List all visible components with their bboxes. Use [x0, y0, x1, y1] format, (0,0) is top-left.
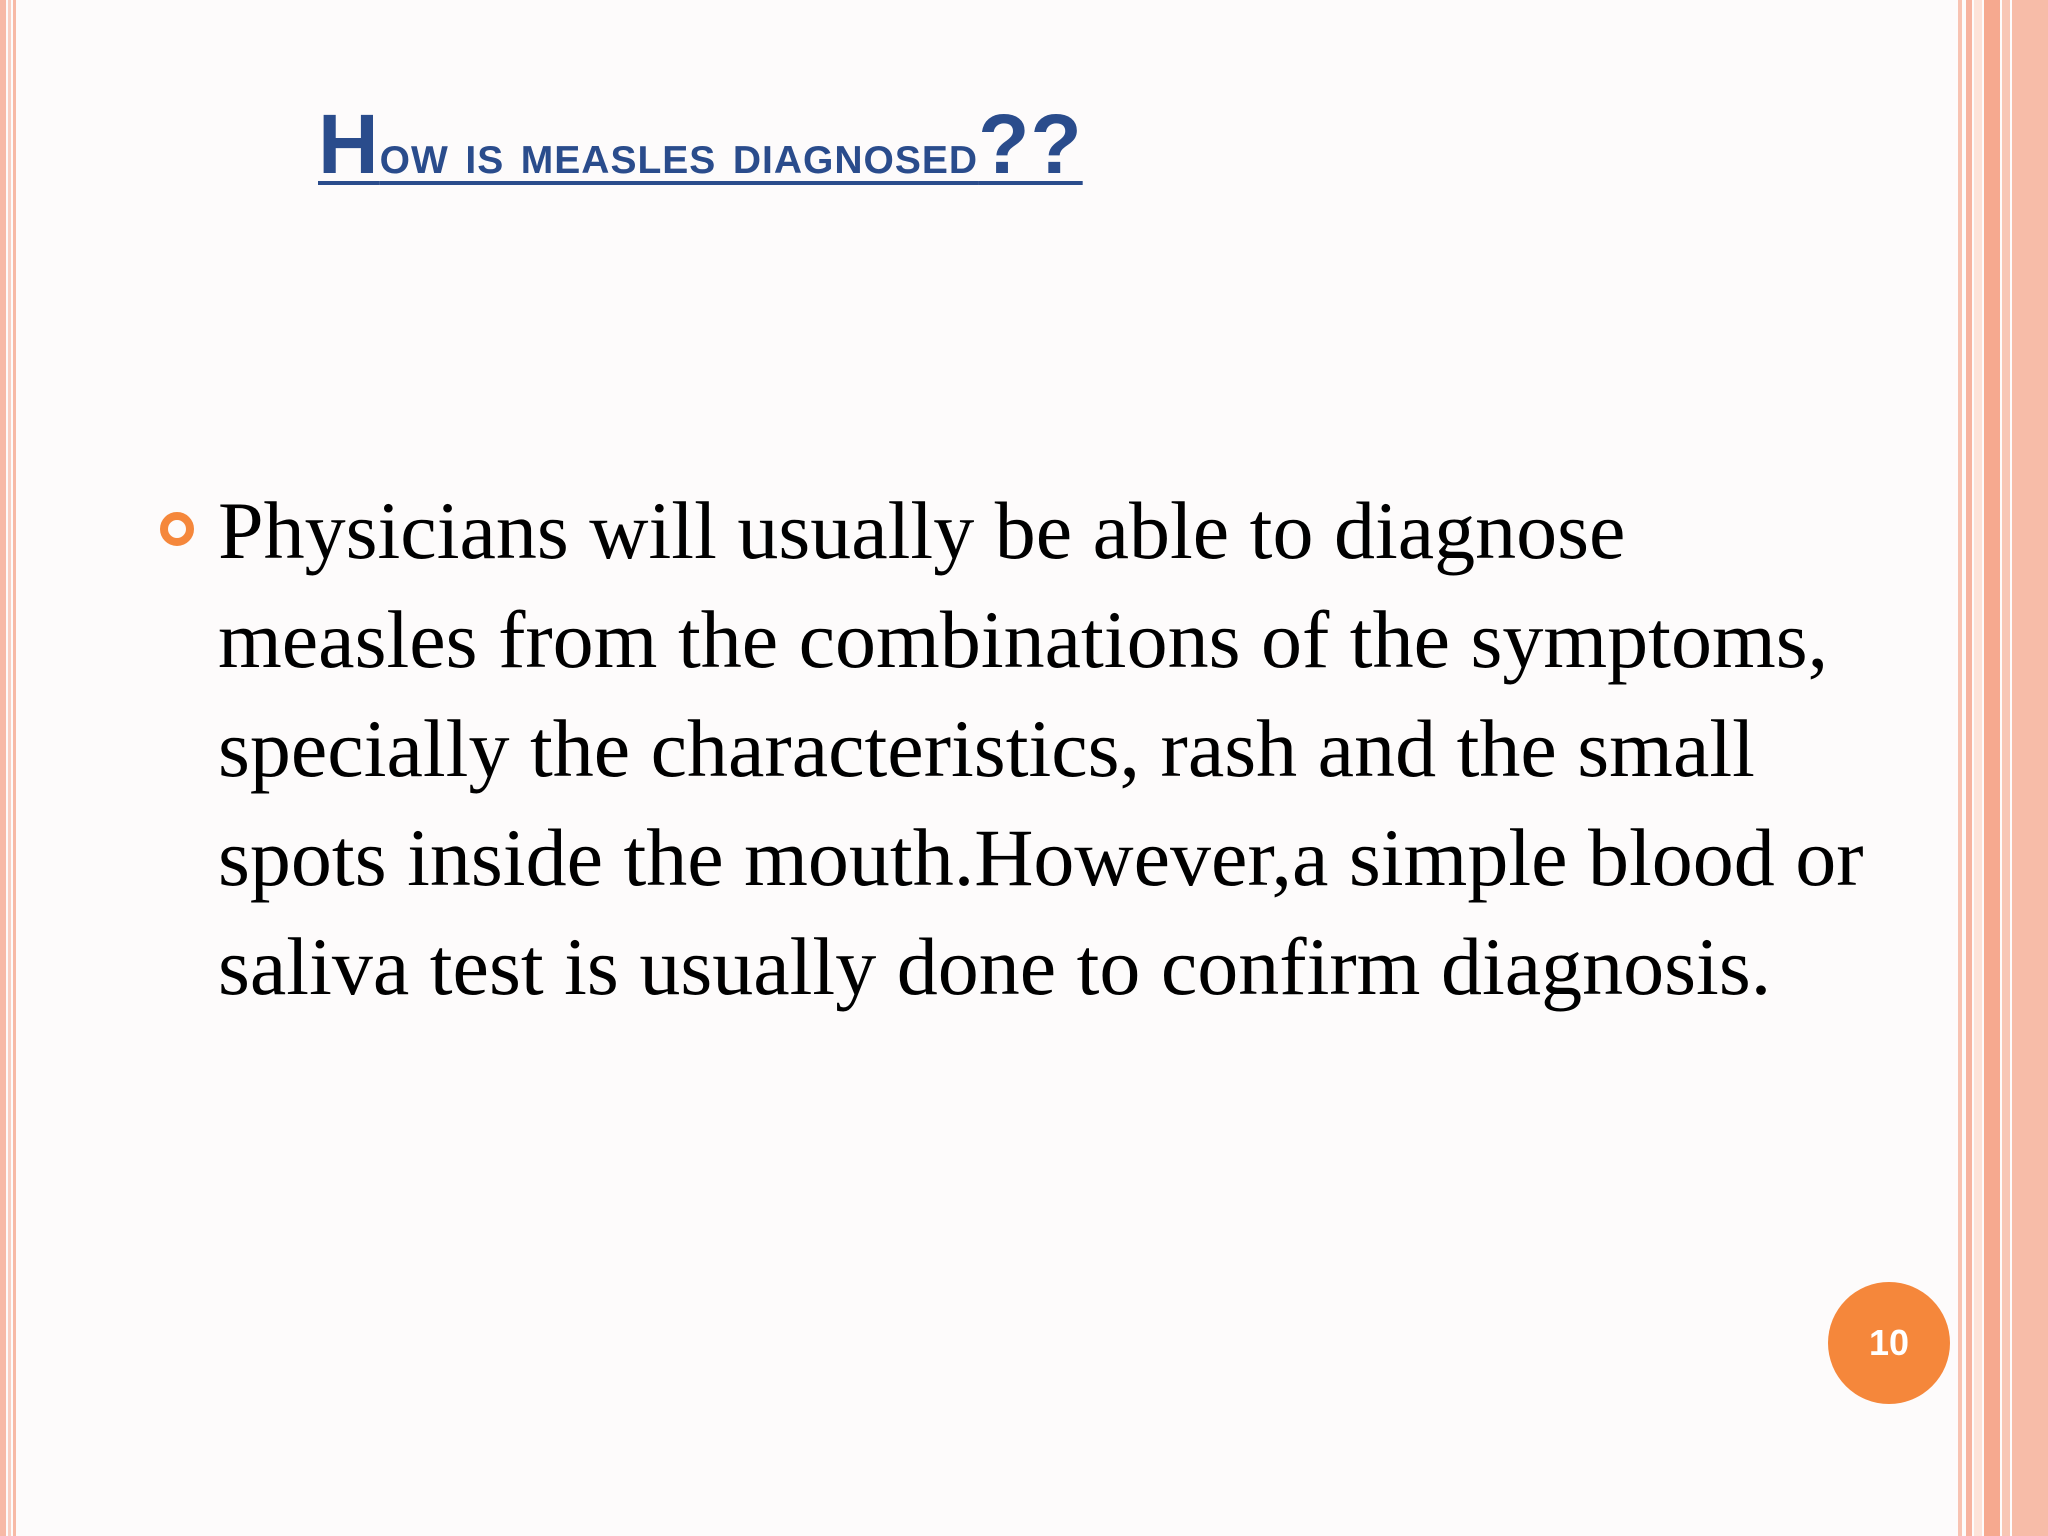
right-border-stripe	[2002, 0, 2010, 1536]
bullet-list-item	[160, 485, 1880, 1021]
left-border-stripe	[13, 0, 16, 1536]
title-suffix: ??	[978, 97, 1083, 191]
right-border-stripe	[1958, 0, 1962, 1536]
slide-title	[318, 96, 1083, 193]
page-number: 10	[1868, 1322, 1910, 1363]
bullet-text: Physicians will usually be able to diagnose measles from the combinations of the symptoms, specially the characteristics, rash and the small spots inside the mouth.However,a simple blood or saliva test is usually done to confirm diagnosis.	[218, 485, 1864, 1012]
left-border-stripe	[8, 0, 11, 1536]
title-text: ow is measles diagnosed	[379, 122, 979, 185]
right-border-stripe	[1974, 0, 1982, 1536]
right-border-stripe	[2012, 0, 2048, 1536]
page-number-badge	[1828, 1282, 1950, 1404]
left-border-stripe	[0, 0, 6, 1536]
title-first-letter: H	[318, 97, 380, 191]
right-border-stripe	[1966, 0, 1972, 1536]
ring-bullet-icon	[160, 512, 194, 546]
right-border-stripe	[1984, 0, 2000, 1536]
